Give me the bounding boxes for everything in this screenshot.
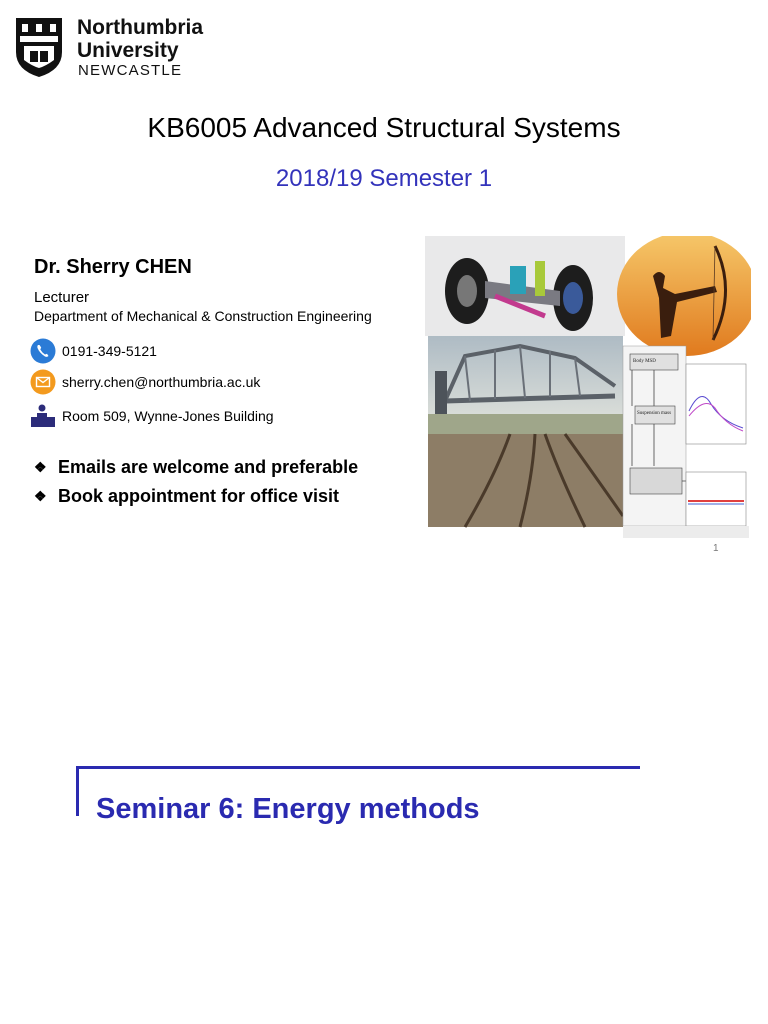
archer-image [617, 236, 751, 356]
lecturer-department: Department of Mechanical & Construction Engineering [34, 308, 372, 324]
bridge-image [428, 336, 623, 416]
university-city: NEWCASTLE [78, 62, 183, 79]
university-name-line1: Northumbria [77, 16, 203, 39]
seminar-rule-left [76, 766, 79, 816]
diagram-label: Body MSD [633, 359, 656, 364]
semester-label: 2018/19 Semester 1 [275, 165, 493, 192]
contact-office [30, 403, 274, 429]
diamond-bullet-icon: ❖ [34, 459, 47, 475]
phone-icon [30, 338, 56, 364]
note-item-emails [34, 457, 358, 478]
lecturer-role: Lecturer [34, 289, 90, 306]
note-text: Book appointment for office visit [58, 486, 340, 506]
vehicle-suspension-image [425, 236, 625, 336]
railway-track-image [428, 414, 623, 527]
office-desk-icon [30, 403, 56, 429]
university-shield-logo [14, 16, 64, 78]
contact-email-text[interactable]: sherry.chen@northumbria.ac.uk [62, 374, 261, 390]
email-icon [30, 369, 56, 395]
contact-phone-text[interactable]: 0191-349-5121 [62, 343, 157, 359]
diagram-label: Suspension mass [637, 411, 672, 416]
contact-office-text: Room 509, Wynne-Jones Building [62, 408, 274, 424]
university-name-line2: University [77, 39, 179, 62]
lecturer-name: Dr. Sherry CHEN [34, 256, 192, 278]
contact-phone [30, 338, 157, 364]
course-title: KB6005 Advanced Structural Systems [147, 112, 621, 143]
diamond-bullet-icon: ❖ [34, 488, 47, 504]
contact-email [30, 369, 260, 395]
note-item-appointment [34, 486, 339, 507]
response-plot-image [686, 364, 746, 526]
engineering-image-collage [425, 236, 751, 540]
seminar-title: Seminar 6: Energy methods [96, 793, 480, 825]
page-number: 1 [713, 543, 719, 554]
seminar-rule-top [76, 766, 640, 769]
university-name [77, 16, 203, 62]
note-text: Emails are welcome and preferable [58, 457, 359, 477]
